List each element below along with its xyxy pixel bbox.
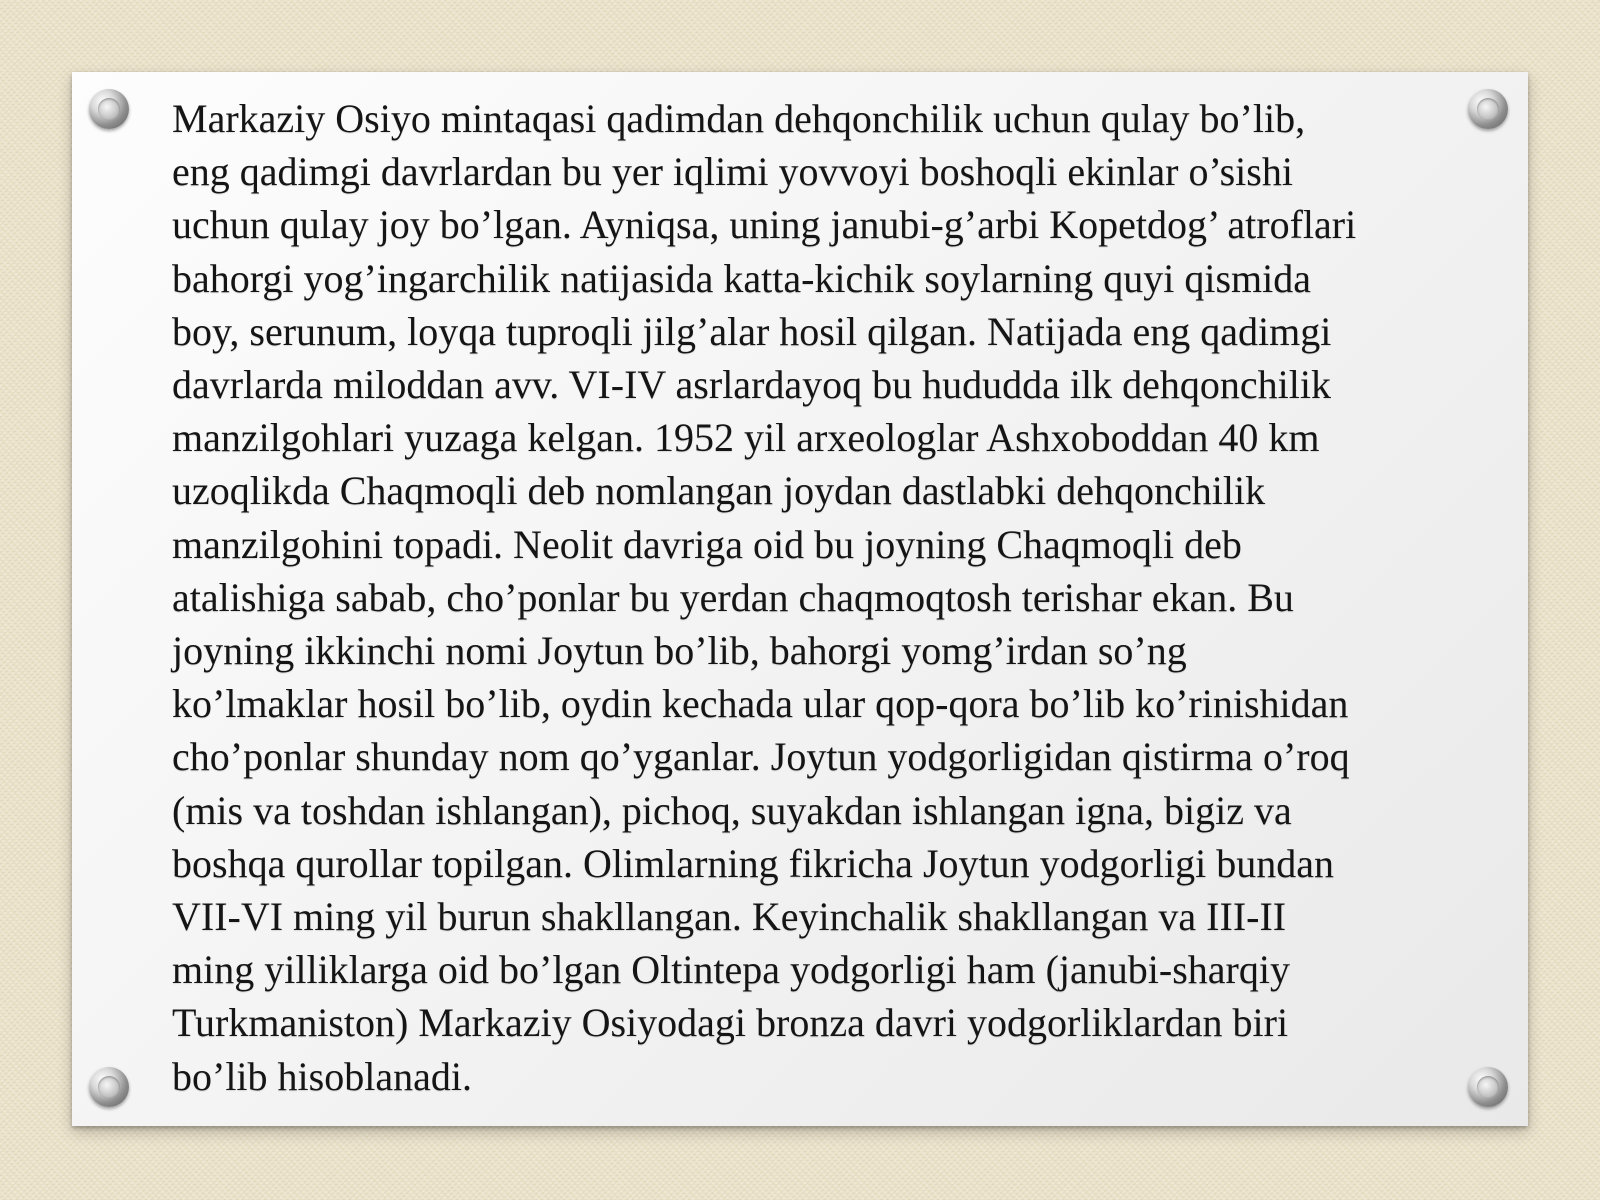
text-line: uzoqlikda Chaqmoqli deb nomlangan joydan dastlabki dehqonchilik <box>172 468 1266 514</box>
text-line: manzilgohlari yuzaga kelgan. 1952 yil arxeologlar Ashxoboddan 40 km <box>172 415 1320 461</box>
body-text <box>172 92 1512 1103</box>
text-line: ko’lmaklar hosil bo’lib, oydin kechada ular qop-qora bo’lib ko’rinishidan <box>172 681 1349 727</box>
text-line: bo’lib hisoblanadi. <box>172 1053 472 1099</box>
text-line: Markaziy Osiyo mintaqasi qadimdan dehqonchilik uchun qulay bo’lib, <box>172 96 1306 141</box>
screw-icon <box>89 89 129 129</box>
text-line: boshqa qurollar topilgan. Olimlarning fikricha Joytun yodgorligi bundan <box>172 840 1335 886</box>
text-line: davrlarda miloddan avv. VI-IV asrlardayoq bu hududda ilk dehqonchilik <box>172 362 1331 408</box>
text-line: (mis va toshdan ishlangan), pichoq, suyakdan ishlangan igna, bigiz va <box>172 787 1292 833</box>
text-line: joyning ikkinchi nomi Joytun bo’lib, bahorgi yomg’irdan so’ng <box>172 628 1187 674</box>
screw-icon <box>89 1067 129 1107</box>
text-line: manzilgohini topadi. Neolit davriga oid bu joyning Chaqmoqli deb <box>172 521 1242 567</box>
text-line: bahorgi yog’ingarchilik natijasida katta-kichik soylarning quyi qismida <box>172 255 1312 301</box>
text-line: uchun qulay joy bo’lgan. Ayniqsa, uning janubi-g’arbi Kopetdog’ atroflari <box>172 202 1357 248</box>
text-line: boy, serunum, loyqa tuproqli jilg’alar hosil qilgan. Natijada eng qadimgi <box>172 308 1332 354</box>
text-line: cho’ponlar shunday nom qo’yganlar. Joytun yodgorligidan qistirma o’roq <box>172 734 1350 780</box>
text-line: Turkmaniston) Markaziy Osiyodagi bronza davri yodgorliklardan biri <box>172 1000 1289 1046</box>
text-line: VII-VI ming yil burun shakllangan. Keyinchalik shakllangan va III-II <box>172 894 1287 940</box>
text-line: eng qadimgi davrlardan bu yer iqlimi yovvoyi boshoqli ekinlar o’sishi <box>172 149 1293 195</box>
metal-plaque <box>72 72 1528 1126</box>
text-line: atalishiga sabab, cho’ponlar bu yerdan chaqmoqtosh terishar ekan. Bu <box>172 574 1294 620</box>
text-line: ming yilliklarga oid bo’lgan Oltintepa yodgorligi ham (janubi-sharqiy <box>172 947 1290 993</box>
